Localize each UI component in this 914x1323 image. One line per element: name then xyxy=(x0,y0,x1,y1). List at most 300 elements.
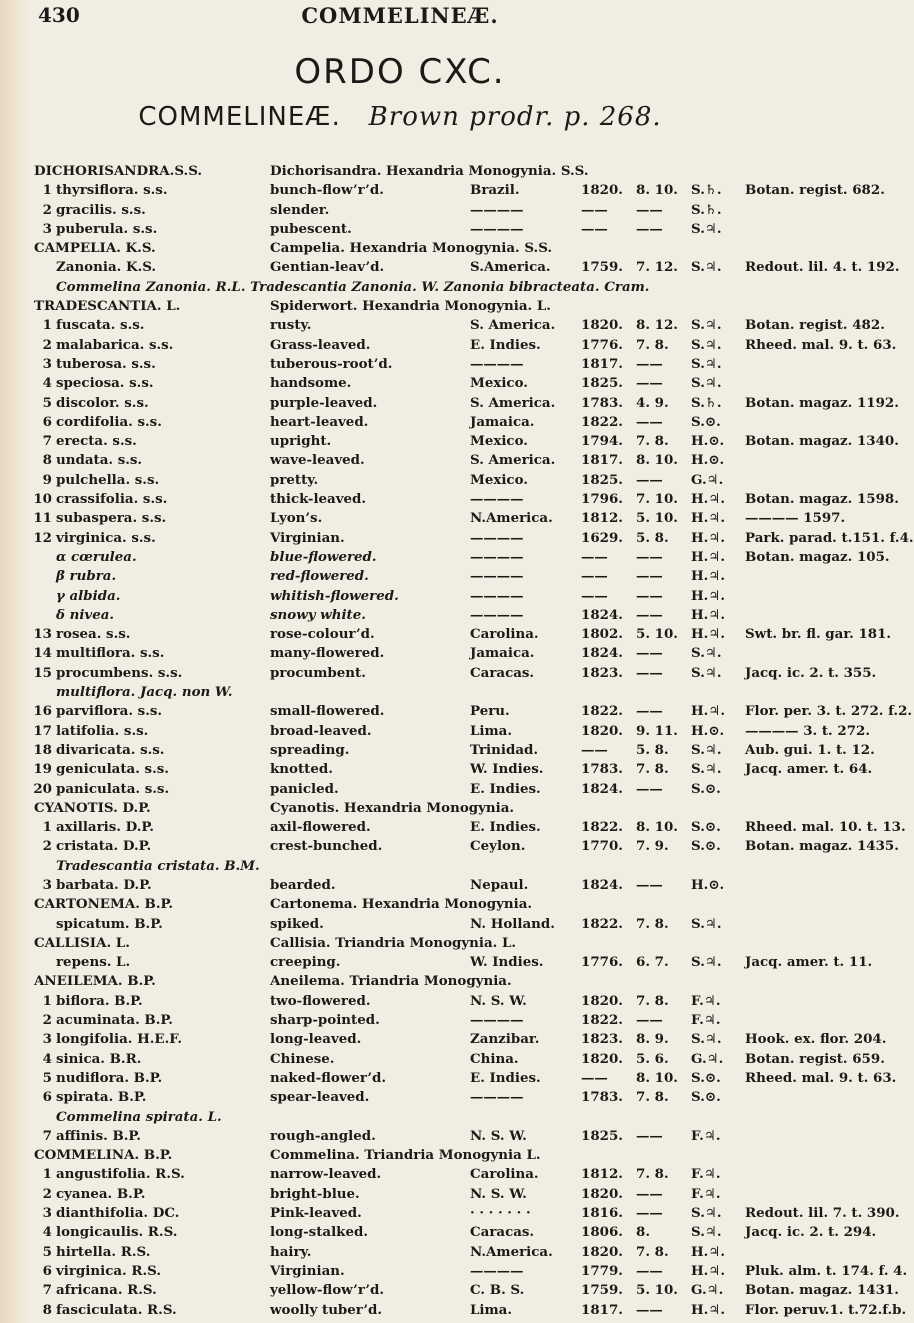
native-country: C. B. S. xyxy=(470,1282,525,1299)
english-name: wave-leaved. xyxy=(270,452,365,469)
species-name: acuminata. B.P. xyxy=(56,1012,173,1029)
english-name: Virginian. xyxy=(270,529,345,546)
species-name: Zanonia. K.S. xyxy=(56,259,157,276)
species-row xyxy=(0,644,800,663)
species-row xyxy=(0,490,899,509)
genus-row xyxy=(0,934,800,953)
introduction-year: —— xyxy=(581,220,608,237)
reference: Jacq. ic. 2. t. 294. xyxy=(745,1224,877,1241)
introduction-year: —— xyxy=(581,201,608,218)
species-name: δ nivea. xyxy=(56,606,115,623)
native-country: Ceylon. xyxy=(470,838,526,855)
native-country: ———— xyxy=(470,220,524,237)
habit-symbol: S.♃. xyxy=(691,761,722,778)
species-name: pulchella. s.s. xyxy=(56,471,160,488)
native-country: China. xyxy=(470,1050,519,1067)
introduction-year: 1783. xyxy=(581,761,623,778)
introduction-year: 1820. xyxy=(581,1185,623,1202)
species-number: 7 xyxy=(42,1127,52,1144)
reference: Hook. ex. flor. 204. xyxy=(745,1031,887,1048)
habit-symbol: F.♃. xyxy=(691,992,721,1009)
native-country: S.America. xyxy=(470,259,551,276)
genus-name: DICHORISANDRA.S.S. xyxy=(34,163,203,179)
species-number: 8 xyxy=(42,1301,52,1318)
synonym-note xyxy=(0,857,800,876)
english-name: snowy white. xyxy=(270,606,366,623)
flowering-months: —— xyxy=(636,375,663,392)
native-country: N.America. xyxy=(470,510,553,527)
introduction-year: 1822. xyxy=(581,703,623,720)
species-number: 1 xyxy=(42,182,52,199)
introduction-year: 1783. xyxy=(581,1089,623,1106)
habit-symbol: S.⊙. xyxy=(691,1089,721,1106)
english-name: yellow-flow’r’d. xyxy=(270,1282,385,1299)
flowering-months: 7. 12. xyxy=(636,259,678,276)
variety-row xyxy=(0,606,800,625)
habit-symbol: S.♃. xyxy=(691,645,722,662)
reference: ———— 3. t. 272. xyxy=(745,722,870,739)
introduction-year: 1759. xyxy=(581,1282,623,1299)
native-country: Caracas. xyxy=(470,1224,535,1241)
reference: Redout. lil. 7. t. 390. xyxy=(745,1205,900,1222)
species-name: spicatum. B.P. xyxy=(56,915,163,932)
flowering-months: 7. 8. xyxy=(636,992,669,1009)
native-country: S. America. xyxy=(470,317,556,334)
flowering-months: —— xyxy=(636,355,663,372)
order-subtitle xyxy=(0,102,800,132)
species-number: 6 xyxy=(42,1089,52,1106)
species-name: gracilis. s.s. xyxy=(56,201,146,218)
native-country: S. America. xyxy=(470,452,556,469)
flowering-months: —— xyxy=(636,471,663,488)
genus-description: Dichorisandra. Hexandria Monogynia. S.S. xyxy=(270,163,589,179)
species-number: 14 xyxy=(33,645,52,662)
running-head: COMMELINEÆ. xyxy=(301,3,499,28)
species-number: 2 xyxy=(42,201,52,218)
species-name: barbata. D.P. xyxy=(56,876,152,893)
species-name: speciosa. s.s. xyxy=(56,375,154,392)
species-row xyxy=(0,509,846,528)
species-name: thyrsiflora. s.s. xyxy=(56,182,168,199)
introduction-year: —— xyxy=(581,587,608,604)
habit-symbol: S.♃. xyxy=(691,259,722,276)
flowering-months: 5. 10. xyxy=(636,626,678,643)
flowering-months: —— xyxy=(636,568,663,585)
species-number: 3 xyxy=(42,1205,52,1222)
species-row xyxy=(0,741,875,760)
species-number: 2 xyxy=(42,336,52,353)
introduction-year: 1796. xyxy=(581,491,623,508)
genus-name: CAMPELIA. K.S. xyxy=(34,240,156,257)
english-name: heart-leaved. xyxy=(270,413,369,430)
species-number: 3 xyxy=(42,355,52,372)
flowering-months: 9. 11. xyxy=(636,722,678,739)
native-country: Trinidad. xyxy=(470,741,539,758)
habit-symbol: S.♃. xyxy=(691,1031,722,1048)
introduction-year: 1820. xyxy=(581,722,623,739)
species-row xyxy=(0,1281,899,1300)
introduction-year: 1794. xyxy=(581,433,623,450)
genus-name: COMMELINA. B.P. xyxy=(34,1147,173,1164)
genus-description: Cyanotis. Hexandria Monogynia. xyxy=(270,799,515,816)
native-country: E. Indies. xyxy=(470,1069,541,1086)
flowering-months: —— xyxy=(636,201,663,218)
habit-symbol: H.♃. xyxy=(691,587,725,604)
flowering-months: —— xyxy=(636,1262,663,1279)
english-name: slender. xyxy=(270,201,330,218)
species-number: 8 xyxy=(42,452,52,469)
species-row xyxy=(0,181,885,200)
running-header xyxy=(0,0,800,40)
flowering-months: 4. 9. xyxy=(636,394,669,411)
habit-symbol: S.♃. xyxy=(691,220,722,237)
native-country: Mexico. xyxy=(470,375,528,392)
flowering-months: 7. 8. xyxy=(636,1089,669,1106)
english-name: rose-colour’d. xyxy=(270,626,375,643)
introduction-year: 1825. xyxy=(581,375,623,392)
species-row xyxy=(0,760,873,779)
genus-description: Campelia. Hexandria Monogynia. S.S. xyxy=(270,240,553,257)
species-name: virginica. s.s. xyxy=(56,529,156,546)
species-number: 5 xyxy=(42,1069,52,1086)
species-name: multiflora. s.s. xyxy=(56,645,165,662)
species-row xyxy=(0,1204,900,1223)
variety-row xyxy=(0,587,800,606)
species-number: 12 xyxy=(33,529,52,546)
native-country: Lima. xyxy=(470,722,513,739)
flowering-months: —— xyxy=(636,1301,663,1318)
english-name: handsome. xyxy=(270,375,352,392)
english-name: bearded. xyxy=(270,876,336,893)
species-name: spirata. B.P. xyxy=(56,1089,147,1106)
english-name: Lyon’s. xyxy=(270,510,323,527)
introduction-year: 1806. xyxy=(581,1224,623,1241)
flowering-months: —— xyxy=(636,703,663,720)
species-name: affinis. B.P. xyxy=(56,1127,141,1144)
species-row xyxy=(0,1165,800,1184)
species-row xyxy=(0,432,899,451)
order-title: ORDO CXC. xyxy=(294,52,506,92)
reference: Botan. magaz. 1192. xyxy=(745,394,899,411)
habit-symbol: H.♃. xyxy=(691,606,725,623)
introduction-year: 1812. xyxy=(581,1166,623,1183)
introduction-year: 1822. xyxy=(581,915,623,932)
habit-symbol: F.♃. xyxy=(691,1166,721,1183)
species-number: 3 xyxy=(42,876,52,893)
habit-symbol: S.♃. xyxy=(691,915,722,932)
english-name: panicled. xyxy=(270,780,339,797)
english-name: long-stalked. xyxy=(270,1224,368,1241)
habit-symbol: S.♃. xyxy=(691,1205,722,1222)
introduction-year: —— xyxy=(581,1069,608,1086)
native-country: ———— xyxy=(470,529,524,546)
english-name: spiked. xyxy=(270,915,324,932)
species-number: 10 xyxy=(33,491,52,508)
species-number: 5 xyxy=(42,1243,52,1260)
habit-symbol: H.♃. xyxy=(691,529,725,546)
species-name: fuscata. s.s. xyxy=(56,317,145,334)
species-name: dianthifolia. DC. xyxy=(56,1205,180,1222)
genus-row xyxy=(0,1146,800,1165)
species-number: 7 xyxy=(42,433,52,450)
reference: Botan. regist. 659. xyxy=(745,1050,885,1067)
species-name: longifolia. H.E.F. xyxy=(56,1031,183,1048)
species-name: fasciculata. R.S. xyxy=(56,1301,177,1318)
species-number: 20 xyxy=(33,780,52,797)
english-name: blue-flowered. xyxy=(270,548,377,565)
introduction-year: 1824. xyxy=(581,876,623,893)
native-country: ———— xyxy=(470,1012,524,1029)
species-row xyxy=(0,220,800,239)
introduction-year: 1824. xyxy=(581,780,623,797)
order-authority: Brown prodr. p. 268. xyxy=(368,102,662,132)
synonym-text: Tradescantia cristata. B.M. xyxy=(56,857,260,874)
native-country: N. S. W. xyxy=(470,1127,527,1144)
introduction-year: —— xyxy=(581,741,608,758)
native-country: Jamaica. xyxy=(470,413,535,430)
species-row xyxy=(0,915,800,934)
introduction-year: 1824. xyxy=(581,606,623,623)
species-name: erecta. s.s. xyxy=(56,433,137,450)
english-name: broad-leaved. xyxy=(270,722,372,739)
introduction-year: 1770. xyxy=(581,838,623,855)
reference: Botan. regist. 682. xyxy=(745,182,885,199)
introduction-year: 1817. xyxy=(581,1301,623,1318)
species-row xyxy=(0,1011,800,1030)
species-name: africana. R.S. xyxy=(56,1282,157,1299)
order-name: COMMELINEÆ. xyxy=(138,102,341,132)
english-name: narrow-leaved. xyxy=(270,1166,382,1183)
introduction-year: 1817. xyxy=(581,452,623,469)
native-country: · · · · · · · xyxy=(470,1205,531,1222)
species-name: rosea. s.s. xyxy=(56,626,131,643)
species-name: paniculata. s.s. xyxy=(56,780,170,797)
english-name: naked-flower’d. xyxy=(270,1069,387,1086)
species-row xyxy=(0,529,914,548)
flowering-months: —— xyxy=(636,876,663,893)
english-name: red-flowered. xyxy=(270,568,369,585)
genus-name: CALLISIA. L. xyxy=(34,934,130,951)
introduction-year: 1820. xyxy=(581,182,623,199)
species-name: cristata. D.P. xyxy=(56,838,152,855)
introduction-year: —— xyxy=(581,568,608,585)
flowering-months: 8. 9. xyxy=(636,1031,669,1048)
species-name: nudiflora. B.P. xyxy=(56,1069,163,1086)
reference: ———— 1597. xyxy=(745,510,846,527)
habit-symbol: H.⊙. xyxy=(691,452,725,469)
species-name: longicaulis. R.S. xyxy=(56,1224,178,1241)
habit-symbol: S.♃. xyxy=(691,317,722,334)
native-country: Mexico. xyxy=(470,471,528,488)
species-name: angustifolia. R.S. xyxy=(56,1166,185,1183)
species-number: 4 xyxy=(42,375,52,392)
genus-description: Commelina. Triandria Monogynia L. xyxy=(270,1147,541,1164)
reference: Botan. magaz. 1340. xyxy=(745,433,899,450)
species-row xyxy=(0,201,800,220)
introduction-year: 1820. xyxy=(581,1243,623,1260)
english-name: upright. xyxy=(270,433,332,450)
genus-row xyxy=(0,895,800,914)
english-name: Virginian. xyxy=(270,1262,345,1279)
species-row xyxy=(0,1243,800,1262)
habit-symbol: S.♄. xyxy=(691,182,722,199)
flowering-months: —— xyxy=(636,606,663,623)
genus-row xyxy=(0,297,800,316)
species-row xyxy=(0,837,899,856)
english-name: bunch-flow’r’d. xyxy=(270,182,384,199)
introduction-year: 1776. xyxy=(581,954,623,971)
species-row xyxy=(0,1301,907,1320)
species-number: 1 xyxy=(42,1166,52,1183)
reference: Park. parad. t.151. f.4. xyxy=(745,529,914,546)
genus-row xyxy=(0,239,800,258)
reference: Jacq. amer. t. 64. xyxy=(745,761,873,778)
reference: Botan. magaz. 1435. xyxy=(745,838,899,855)
species-number: 11 xyxy=(33,510,52,527)
species-number: 4 xyxy=(42,1224,52,1241)
habit-symbol: S.⊙. xyxy=(691,780,721,797)
english-name: two-flowered. xyxy=(270,992,371,1009)
native-country: S. America. xyxy=(470,394,556,411)
species-row xyxy=(0,818,906,837)
english-name: bright-blue. xyxy=(270,1185,360,1202)
english-name: pretty. xyxy=(270,471,319,488)
flowering-months: —— xyxy=(636,413,663,430)
native-country: ———— xyxy=(470,548,524,565)
flowering-months: —— xyxy=(636,587,663,604)
species-row xyxy=(0,1050,885,1069)
species-name: latifolia. s.s. xyxy=(56,722,149,739)
english-name: rusty. xyxy=(270,317,312,334)
english-name: procumbent. xyxy=(270,664,366,681)
native-country: N. S. W. xyxy=(470,1185,527,1202)
species-number: 18 xyxy=(33,741,52,758)
flowering-months: 7. 8. xyxy=(636,433,669,450)
species-row xyxy=(0,258,900,277)
habit-symbol: S.♄. xyxy=(691,394,722,411)
native-country: ———— xyxy=(470,606,524,623)
species-name: cyanea. B.P. xyxy=(56,1185,146,1202)
english-name: sharp-pointed. xyxy=(270,1012,380,1029)
species-name: virginica. R.S. xyxy=(56,1262,161,1279)
habit-symbol: S.♃. xyxy=(691,336,722,353)
reference: Flor. per. 3. t. 272. f.2. xyxy=(745,703,913,720)
genus-description: Aneilema. Triandria Monogynia. xyxy=(270,973,512,990)
genus-description: Spiderwort. Hexandria Monogynia. L. xyxy=(270,298,551,315)
introduction-year: 1817. xyxy=(581,355,623,372)
introduction-year: 1759. xyxy=(581,259,623,276)
habit-symbol: H.⊙. xyxy=(691,876,725,893)
species-row xyxy=(0,1030,887,1049)
native-country: Zanzibar. xyxy=(470,1031,540,1048)
flowering-months: 7. 8. xyxy=(636,761,669,778)
flowering-months: —— xyxy=(636,548,663,565)
species-name: crassifolia. s.s. xyxy=(56,491,168,508)
habit-symbol: H.♃. xyxy=(691,703,725,720)
introduction-year: 1816. xyxy=(581,1205,623,1222)
native-country: ———— xyxy=(470,568,524,585)
native-country: N.America. xyxy=(470,1243,553,1260)
habit-symbol: H.♃. xyxy=(691,491,725,508)
flowering-months: —— xyxy=(636,1127,663,1144)
species-row xyxy=(0,394,899,413)
habit-symbol: H.♃. xyxy=(691,626,725,643)
habit-symbol: S.♄. xyxy=(691,201,722,218)
english-name: crest-bunched. xyxy=(270,838,383,855)
english-name: Grass-leaved. xyxy=(270,336,371,353)
introduction-year: 1823. xyxy=(581,664,623,681)
page-number: 430 xyxy=(38,3,80,27)
synonym-text: Commelina Zanonia. R.L. Tradescantia Zanonia. W. Zanonia bibracteata. Cram. xyxy=(56,278,650,295)
english-name: woolly tuber’d. xyxy=(270,1301,383,1318)
native-country: Peru. xyxy=(470,703,510,720)
english-name: creeping. xyxy=(270,954,341,971)
english-name: hairy. xyxy=(270,1243,312,1260)
species-number: 17 xyxy=(33,722,52,739)
species-number: 7 xyxy=(42,1282,52,1299)
species-row xyxy=(0,316,885,335)
synonym-note xyxy=(0,683,800,702)
english-name: rough-angled. xyxy=(270,1127,376,1144)
species-row xyxy=(0,953,873,972)
flowering-months: 8. 10. xyxy=(636,819,678,836)
english-name: many-flowered. xyxy=(270,645,385,662)
species-number: 2 xyxy=(42,1185,52,1202)
species-name: tuberosa. s.s. xyxy=(56,355,156,372)
flowering-months: 7. 8. xyxy=(636,1243,669,1260)
introduction-year: 1822. xyxy=(581,819,623,836)
reference: Redout. lil. 4. t. 192. xyxy=(745,259,900,276)
species-name: procumbens. s.s. xyxy=(56,664,183,681)
habit-symbol: S.⊙. xyxy=(691,819,721,836)
english-name: axil-flowered. xyxy=(270,819,371,836)
synonym-text: Commelina spirata. L. xyxy=(56,1108,222,1125)
introduction-year: 1629. xyxy=(581,529,623,546)
native-country: ———— xyxy=(470,1262,524,1279)
flowering-months: —— xyxy=(636,220,663,237)
species-number: 2 xyxy=(42,1012,52,1029)
species-number: 9 xyxy=(42,471,52,488)
species-name: biflora. B.P. xyxy=(56,992,143,1009)
habit-symbol: H.⊙. xyxy=(691,433,725,450)
habit-symbol: S.♃. xyxy=(691,355,722,372)
english-name: spreading. xyxy=(270,741,350,758)
genus-row xyxy=(0,972,800,991)
species-number: 15 xyxy=(33,664,52,681)
native-country: Carolina. xyxy=(470,1166,539,1183)
introduction-year: 1802. xyxy=(581,626,623,643)
habit-symbol: S.⊙. xyxy=(691,1069,721,1086)
species-row xyxy=(0,722,870,741)
species-row xyxy=(0,355,800,374)
species-row xyxy=(0,336,897,355)
introduction-year: —— xyxy=(581,548,608,565)
species-number: 5 xyxy=(42,394,52,411)
species-row xyxy=(0,1088,800,1107)
habit-symbol: S.⊙. xyxy=(691,838,721,855)
english-name: knotted. xyxy=(270,761,333,778)
native-country: E. Indies. xyxy=(470,336,541,353)
species-number: 19 xyxy=(33,761,52,778)
flowering-months: 8. 10. xyxy=(636,452,678,469)
species-name: sinica. B.R. xyxy=(56,1050,142,1067)
species-row xyxy=(0,625,892,644)
native-country: ———— xyxy=(470,1089,524,1106)
flowering-months: 7. 8. xyxy=(636,1166,669,1183)
reference: Rheed. mal. 10. t. 13. xyxy=(745,819,906,836)
genus-name: TRADESCANTIA. L. xyxy=(34,298,181,315)
habit-symbol: H.♃. xyxy=(691,1301,725,1318)
